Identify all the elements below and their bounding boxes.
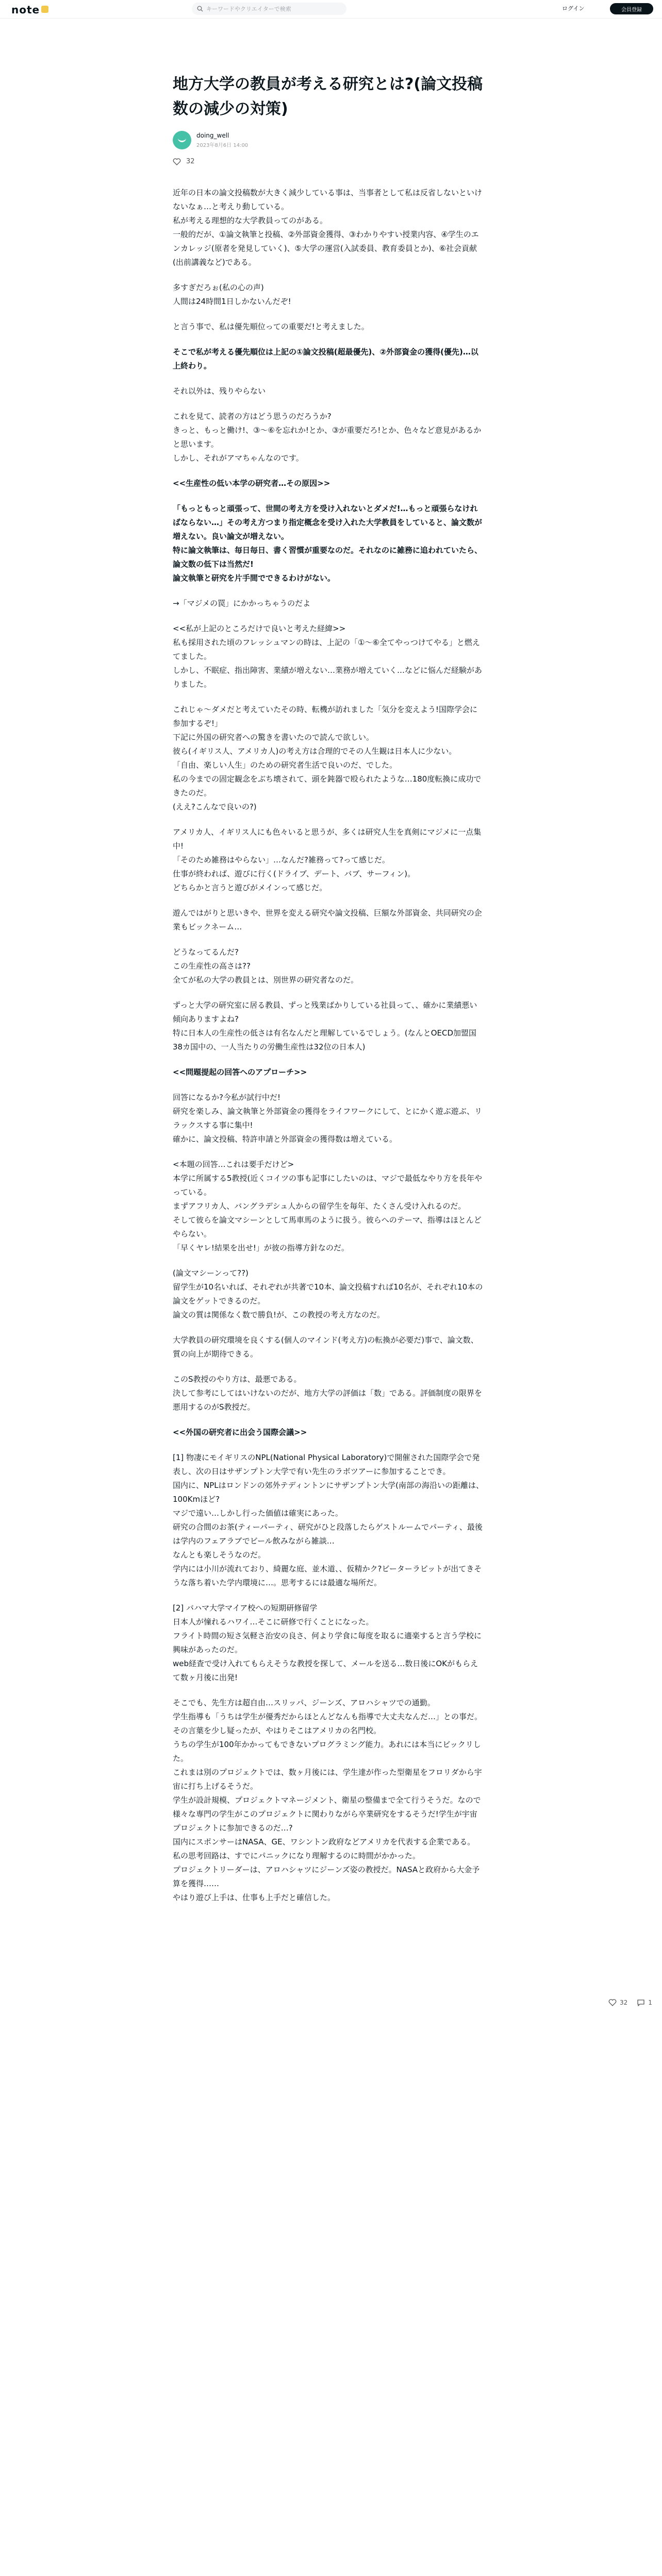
avatar[interactable] (173, 131, 191, 149)
paragraph: <<私が上記のところだけで良いと考えた経緯>> 私も採用された頃のフレッシュマンの時は、上記の「①〜⑥全てやっつけてやる」と燃えてました。 しかし、不眠症、指出障害、業績が増えない…業務が増えていく…などに悩んだ経験がありました。 (173, 624, 483, 689)
section-heading: <<外国の研究者に出会う国際会議>> (173, 1428, 307, 1437)
section-heading: <<問題提起の回答へのアプローチ>> (173, 1067, 307, 1077)
search-icon (197, 6, 203, 12)
note-logo[interactable]: note (11, 4, 48, 16)
paragraph: →「マジメの罠」にかかっちゃうのだよ (173, 599, 311, 608)
article-title: 地方大学の教員が考える研究とは?(論文投稿数の減少の対策) (173, 75, 483, 118)
comment-icon[interactable] (637, 1999, 645, 2006)
site-header (0, 0, 662, 19)
paragraph: (論文マシーンって??) 留学生が10名いれば、それぞれが共著で10本、論文投稿すれば10名が、それぞれ10本の論文をゲットできるのだ。 論文の質は関係なく数で勝負!が、この教授の考え方なのだ。 (173, 1268, 483, 1319)
login-link[interactable]: ログイン (562, 5, 585, 12)
paragraph: アメリカ人、イギリス人にも色々いると思うが、多くは研究人生を真剣にマジメに一点集中! 「そのため雑務はやらない」…なんだ?雑務って?って感じだ。 仕事が終われば、遊びに行く(ドライブ、デート、バブ、サーフィン)。 どちらかと言うと遊びがメインって感じだ。 (173, 827, 482, 892)
section-heading: <<生産性の低い本学の研究者…その原因>> (173, 479, 330, 488)
floating-actions (608, 1999, 652, 2006)
article (173, 72, 485, 1916)
floating-comment-count: 1 (648, 1999, 652, 2006)
paragraph: ずっと大学の研究室に居る教員、ずっと残業ばかりしている社員って、、確かに業績悪い傾向ありますよね? 特に日本人の生産性の低さは有名なんだと理解しているでしょう。(なんとOECD加盟国38カ国中の、一人当たりの労働生産性は32位の日本人) (173, 1001, 477, 1052)
paragraph: どうなってるんだ? この生産性の高さは?? 全てが私の大学の教員とは、別世界の研究者なのだ。 (173, 947, 359, 985)
author-name[interactable]: doing_well (196, 132, 229, 139)
paragraph: これを見て、読者の方はどう思うのだろうか? きっと、もっと働け!、③〜⑥を忘れか!とか、③が重要だろ!とか、色々など意見があるかと思います。 しかし、それがアマちゃんなのです。 (173, 412, 482, 463)
paragraph: 多すぎだろぉ(私の心の声) 人間は24時間1日しかないんだぞ! (173, 283, 291, 306)
paragraph: 近年の日本の論文投稿数が大きく減少している事は、当事者として私は反省しないといけないなぁ…と考えり動している。 私が考える理想的な大学教員ってのがある。 一般的だが、①論文執筆と投稿、②外部資金獲得、③わかりやすい授業内容、④学生のエンカレッジ(原者を発見していく)、⑤大学の運営(入試委員、教育委員とか)、⑥社会貢献(出前講義など)である。 (173, 188, 483, 267)
floating-like-count: 32 (620, 1999, 628, 2006)
paragraph: そこで私が考える優先順位は上記の①論文投稿(超最優先)、②外部資金の獲得(優先)…以上終わり。 (173, 347, 478, 370)
paragraph: これじゃ〜ダメだと考えていたその時、転機が訪れました「気分を変えよう!国際学会に参加するぞ!」 下記に外国の研究者への驚きを書いたので読んで欲しい。 彼ら(イギリス人、アメリカ人)の考え方は合理的でその人生観は日本人に少ない。 「自由、楽しい人生」のための研究者生活で良いのだ、でした。 私の今までの固定観念をぶち壊されて、頭を鈍器で殴られたような…180度転換に成功できたのだ。 (ええ?こんなで良いの?) (173, 705, 482, 811)
heart-icon[interactable] (608, 1999, 617, 2006)
paragraph: 大学教員の研究環境を良くする(個人のマインド(考え方)の転換が必要だ)事で、論文数、質の向上が期待できる。 (173, 1335, 478, 1359)
paragraph: 遊んではがりと思いきや、世界を変える研究や論文投稿、巨額な外部資金、共同研究の企業もビックネーム… (173, 908, 482, 931)
article-body (173, 186, 485, 1905)
paragraph: 「もっともっと頑張って、世間の考え方を受け入れないとダメだ!…もっと頑張らなければならない…」その考え方つまり指定概念を受け入れた大学教員をしていると、論文数が増えない。良い論文が増えない。 特に論文執筆は、毎日毎日、書く習慣が重要なのだ。それなのに雑務に追われていたら、論文数の低下は当然だ! 論文執筆と研究を片手間でできるわけがない。 (173, 504, 483, 583)
publish-date: 2023年8月6日 14:00 (196, 143, 249, 148)
paragraph: <本題の回答…これは要手だけど> 本学に所属する5教授(近くコイツの事も記事にしたいのは、マジで最低なやり方を長年やっている。 まずアフリカ人、バングラデシュ人からの留学生を毎年、たくさん受け入れるのだ。 そして彼らを論文マシーンとして馬車馬のように扱う。彼らへのテーマ、指導はほとんどやらない。 「早くヤレ!結果を出せ!」が彼の指導方針なのだ。 (173, 1160, 482, 1252)
like-count[interactable]: 32 (173, 158, 485, 165)
paragraph: [2] バハマ大学マイア校への短期研修留学 日本人が憧れるハワイ…そこに研修で行くことになった。 フライト時間の短さ気軽さ治安の良さ、何より学食に毎度を取るに適楽すると言う学校に興味があったのだ。 web経査で受け入れてもらえそうな教授を探して、メールを送る…数日後にOKがもらえて数ヶ月後に出発! (173, 1603, 482, 1682)
paragraph: それ以外は、残りやらない (173, 386, 266, 396)
heart-icon (173, 158, 181, 165)
search-placeholder: キーワードやクリエイターで検索 (206, 6, 291, 12)
paragraph: そこでも、先生方は超自由…スリッパ、ジーンズ、アロハシャツでの通勤。 学生指導も「うちは学生が優秀だからほとんどなんも指導で大丈夫なんだ…」との事だ。 その言葉を少し疑ったが、やはりそこはアメリカの名門校。 うちの学生が100年かかってもできないプログラミング能力。あれには本当にビックリした。 これまは別のプロジェクトでは、数ヶ月後には、学生達が作った型衛星をフロリダから宇宙に打ち上げるそうだ。 学生が設計規模、プロジェクトマネージメント、衛星の整備まで全て行うそうだ。なので様々な専門の学生がこのプロジェクトに関わりながら卒業研究をするそうだ!学生が宇宙プロジェクトに参加できるのだ…? 国内にスポンサーはNASA、GE、ワシントン政府などアメリカを代表する企業である。 私の思考回路は、すでにパニックになり理解するのに時間がかかった。 プロジェクトリーダーは、アロハシャツにジーンズ姿の教授だ。NASAと政府から大金予算を獲得…… やはり遊び上手は、仕事も上手だと確信した。 (173, 1698, 483, 1902)
signup-button[interactable]: 会員登録 (610, 3, 653, 14)
paragraph: [1] 物凄にモイギリスのNPL(National Physical Laboratory)で開催された国際学会で発表し、次の日はサザンプトン大学で有い先生のラボツアーに参加することでき。 国内に、NPLはロンドンの郊外テディントンにサザンプトン大学(南部の海沿いの距離は、100Kmほど? マジで遠い…しかし行った価値は確実にあった。 研究の合間のお茶(ティーパーティ、研究がひと段落したらゲストルームでパーティ、最後は学内のフェアラブでビール飲みながら雑談… なんとも楽しそうなのだ。 学内には小川が流れており、綺麗な庭、並木道、、仮精かク?ビーターラビットが出てきそうな落ち着いた学内環境に…。思考するには最適な場所だ。 (173, 1453, 484, 1587)
paragraph: 回答になるか?今私が試行中だ! 研究を楽しみ、論文執筆と外部資金の獲得をライフワークにして、とにかく遊ぶ遊ぶ、リラックスする事に集中! 確かに、論文投稿、特許申請と外部資金の獲得数は増えている。 (173, 1093, 483, 1144)
paragraph: と言う事で、私は優先順位っての重要だ!と考えました。 (173, 322, 369, 331)
paragraph: このS教授のやり方は、最悪である。 決して参考にしてはいけないのだが、地方大学の評価は「数」である。評価制度の限界を悪用するのがS教授だ。 (173, 1375, 483, 1412)
search-input[interactable] (192, 3, 346, 15)
author-block[interactable] (173, 131, 485, 149)
logo-hat-icon (41, 6, 48, 13)
